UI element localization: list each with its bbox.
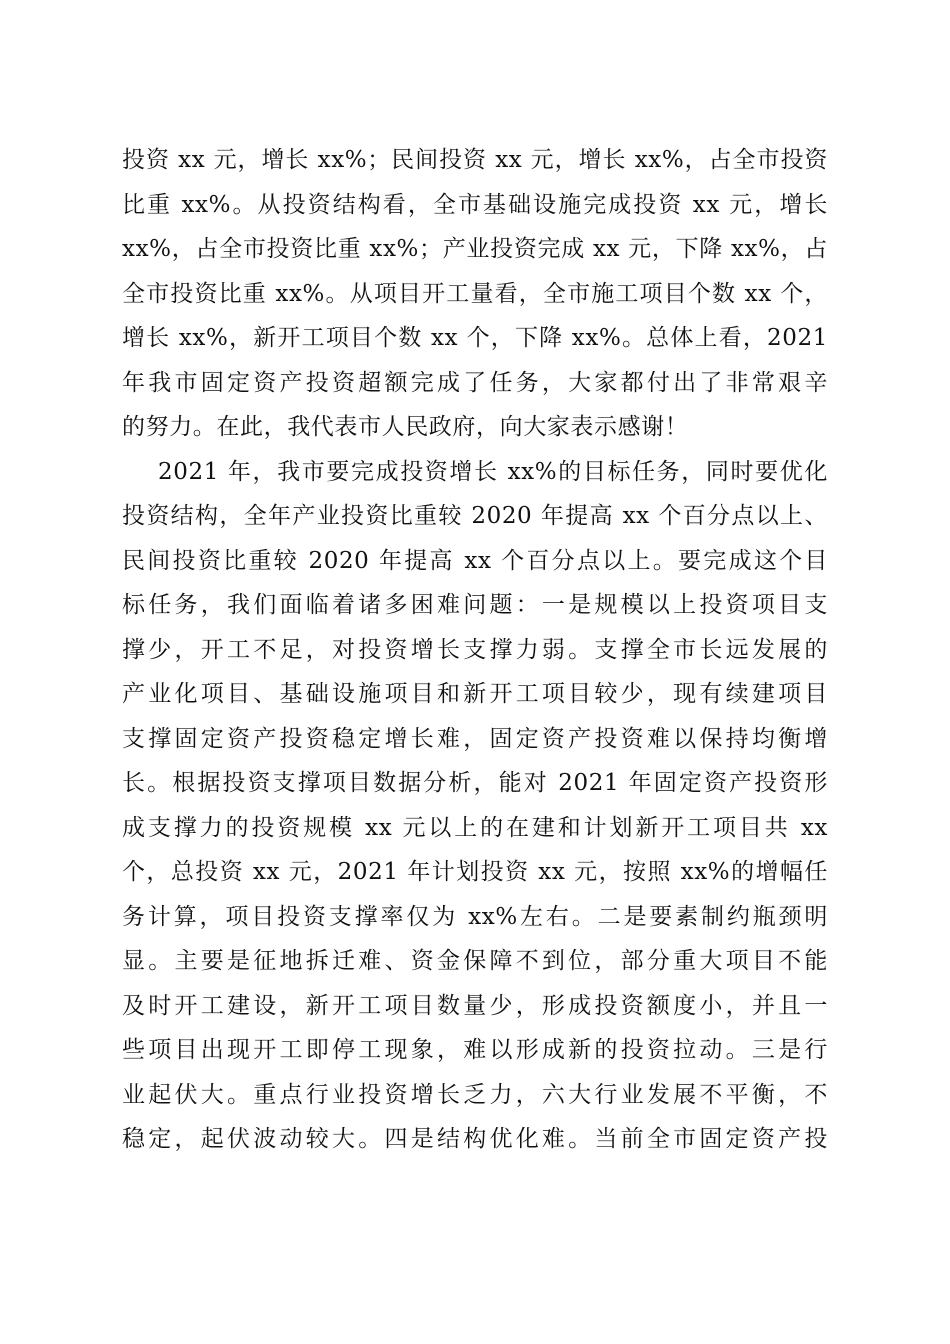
text-line: 比重 xx%。从投资结构看，全市基础设施完成投资 xx 元，增长 — [122, 191, 828, 218]
text-line: 增长 xx%，新开工项目个数 xx 个，下降 xx%。总体上看，2021 — [122, 325, 828, 351]
text-line: 业起伏大。重点行业投资增长乏力，六大行业发展不平衡，不 — [122, 1081, 828, 1108]
text-line: 显。主要是征地拆迁难、资金保障不到位，部分重大项目不能 — [122, 948, 828, 974]
text-line: 撑少，开工不足，对投资增长支撑力弱。支撑全市长远发展的 — [122, 636, 828, 663]
text-line: 标任务，我们面临着诸多困难问题：一是规模以上投资项目支 — [122, 592, 828, 618]
paragraph-1 — [122, 138, 828, 450]
text-line: 及时开工建设，新开工项目数量少，形成投资额度小，并且一 — [122, 992, 828, 1019]
text-line: 务计算，项目投资支撑率仅为 xx%左右。二是要素制约瓶颈明 — [122, 903, 828, 930]
text-line: 投资结构，全年产业投资比重较 2020 年提高 xx 个百分点以上、 — [122, 503, 828, 529]
text-line: 投资 xx 元，增长 xx%；民间投资 xx 元，增长 xx%，占全市投资 — [122, 147, 828, 173]
text-line: 稳定，起伏波动较大。四是结构优化难。当前全市固定资产投 — [122, 1126, 828, 1152]
text-line: 产业化项目、基础设施项目和新开工项目较少，现有续建项目 — [122, 681, 828, 707]
text-line: 些项目出现开工即停工现象，难以形成新的投资拉动。三是行 — [122, 1037, 828, 1063]
text-line: xx%，占全市投资比重 xx%；产业投资完成 xx 元，下降 xx%，占 — [122, 236, 828, 262]
paragraph-2 — [122, 450, 828, 1162]
body-text — [122, 138, 828, 1162]
text-line: 全市投资比重 xx%。从项目开工量看，全市施工项目个数 xx 个， — [122, 280, 828, 307]
text-line: 的努力。在此，我代表市人民政府，向大家表示感谢！ — [122, 414, 689, 440]
text-line: 2021 年，我市要完成投资增长 xx%的目标任务，同时要优化 — [158, 458, 828, 485]
text-line: 个，总投资 xx 元，2021 年计划投资 xx 元，按照 xx%的增幅任 — [122, 859, 828, 885]
text-line: 支撑固定资产投资稳定增长难，固定资产投资难以保持均衡增 — [122, 725, 828, 752]
text-line: 民间投资比重较 2020 年提高 xx 个百分点以上。要完成这个目 — [122, 547, 828, 574]
text-line: 年我市固定资产投资超额完成了任务，大家都付出了非常艰辛 — [122, 369, 828, 396]
text-line: 成支撑力的投资规模 xx 元以上的在建和计划新开工项目共 xx — [122, 814, 828, 841]
text-line: 长。根据投资支撑项目数据分析，能对 2021 年固定资产投资形 — [122, 770, 828, 796]
